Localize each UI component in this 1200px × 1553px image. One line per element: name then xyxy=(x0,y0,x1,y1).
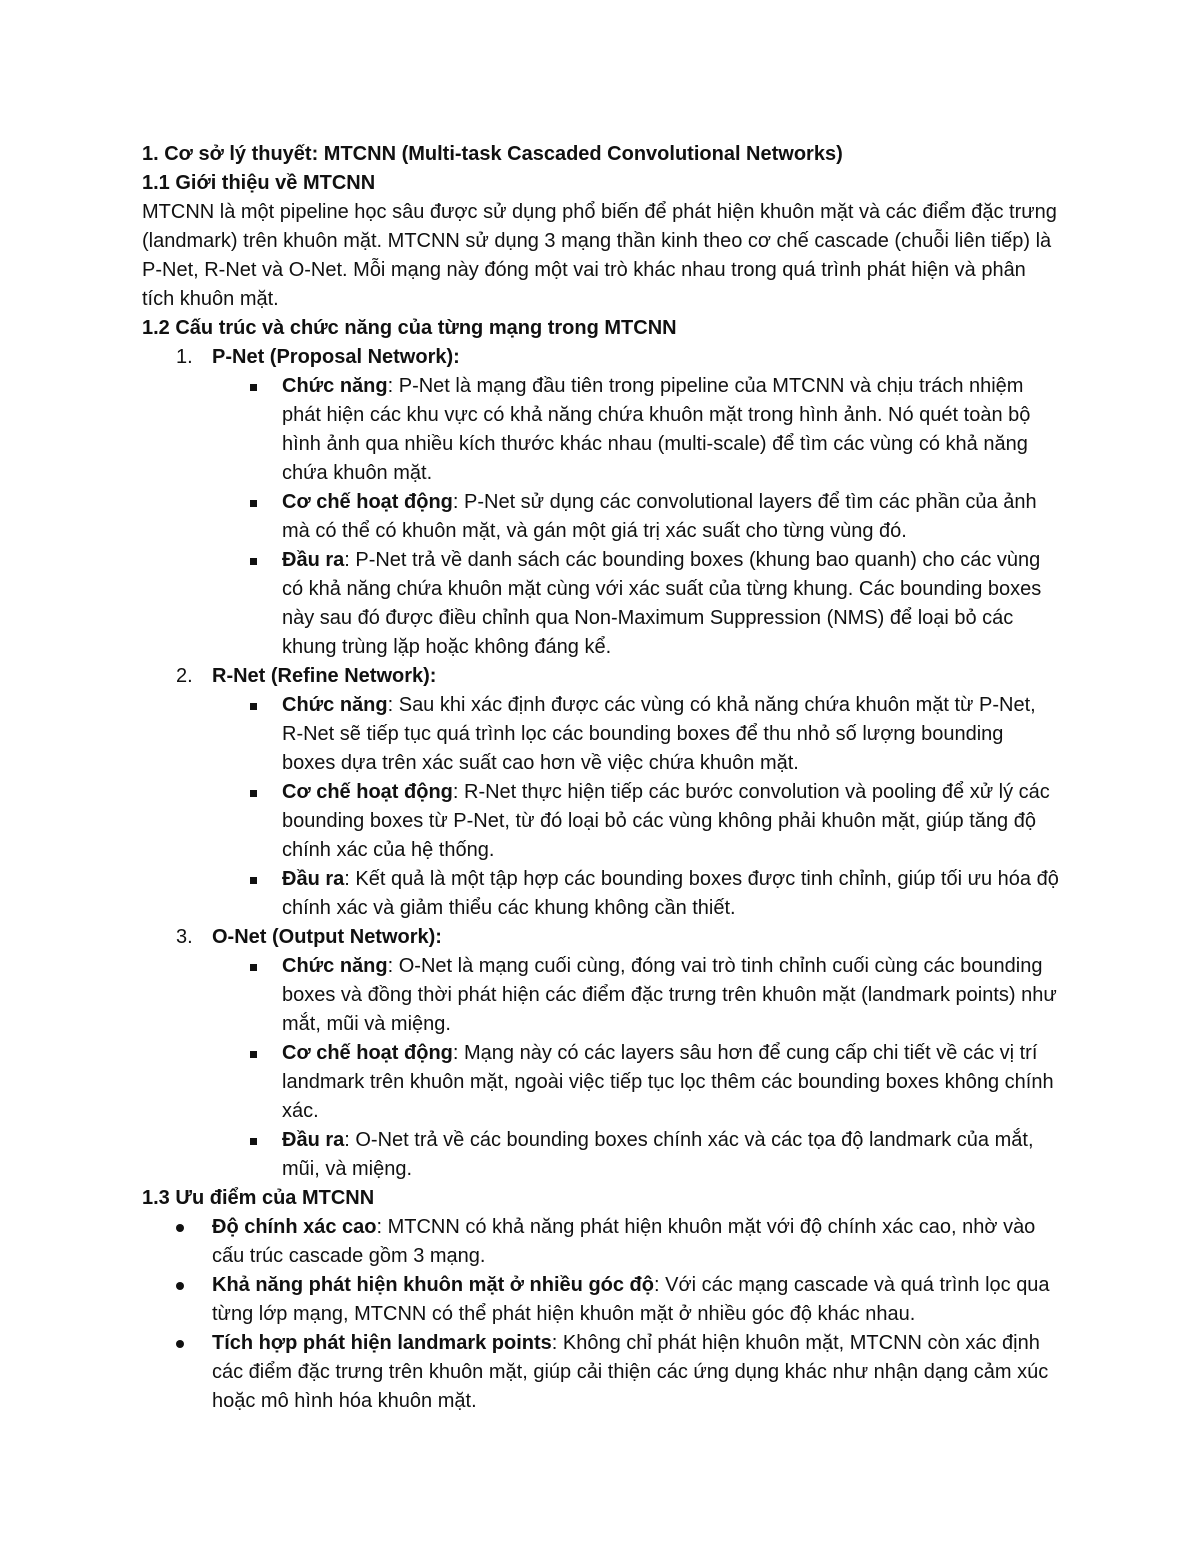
item-text: : P-Net sử dụng các convolutional layers để tìm các phần của ảnh mà có thể có khuôn mặt, và gán một giá trị xác suất cho từng vùng đó. xyxy=(282,491,1037,542)
item-label: Chức năng xyxy=(282,375,388,397)
list-item xyxy=(212,488,1062,546)
square-bullet-icon xyxy=(250,500,257,507)
list-item xyxy=(212,372,1062,488)
network-detail-list xyxy=(212,952,1062,1184)
square-bullet-icon xyxy=(250,790,257,797)
item-text: : R-Net thực hiện tiếp các bước convolution và pooling để xử lý các bounding boxes từ P-Net, từ đó loại bỏ các vùng không phải khuôn mặt, giúp tăng độ chính xác của hệ thống. xyxy=(282,781,1050,861)
advantages-list xyxy=(142,1213,1062,1416)
network-item-onet xyxy=(142,923,1062,1184)
item-label: Đầu ra xyxy=(282,868,345,890)
list-item xyxy=(212,691,1062,778)
square-bullet-icon xyxy=(250,964,257,971)
square-bullet-icon xyxy=(250,384,257,391)
network-list xyxy=(142,343,1062,1184)
document-title: 1. Cơ sở lý thuyết: MTCNN (Multi-task Cascaded Convolutional Networks) xyxy=(142,143,843,165)
list-item xyxy=(142,1271,1062,1329)
list-number: 2. xyxy=(176,665,193,687)
section-heading-1-1: 1.1 Giới thiệu về MTCNN xyxy=(142,172,376,194)
network-item-rnet xyxy=(142,662,1062,923)
square-bullet-icon xyxy=(250,1051,257,1058)
item-text: : P-Net là mạng đầu tiên trong pipeline của MTCNN và chịu trách nhiệm phát hiện các khu vực có khả năng chứa khuôn mặt trong hình ảnh. Nó quét toàn bộ hình ảnh qua nhiều kích thước khác nhau (multi-scale) để tìm các vùng có khả năng chứa khuôn mặt. xyxy=(282,375,1031,484)
item-label: Độ chính xác cao xyxy=(212,1216,377,1238)
square-bullet-icon xyxy=(250,1138,257,1145)
square-bullet-icon xyxy=(250,703,257,710)
network-title: R-Net (Refine Network): xyxy=(212,665,437,687)
network-title: O-Net (Output Network): xyxy=(212,926,442,948)
item-text: : P-Net trả về danh sách các bounding boxes (khung bao quanh) cho các vùng có khả năng chứa khuôn mặt cùng với xác suất của từng khung. Các bounding boxes này sau đó được điều chỉnh qua Non-Maximum Suppression (NMS) để loại bỏ các khung trùng lặp hoặc không đáng kể. xyxy=(282,549,1042,658)
list-item xyxy=(212,1039,1062,1126)
list-item xyxy=(212,952,1062,1039)
list-item xyxy=(212,865,1062,923)
item-text: : Không chỉ phát hiện khuôn mặt, MTCNN còn xác định các điểm đặc trưng trên khuôn mặt, giúp cải thiện các ứng dụng khác như nhận dạng cảm xúc hoặc mô hình hóa khuôn mặt. xyxy=(212,1332,1049,1412)
square-bullet-icon xyxy=(250,558,257,565)
document-page xyxy=(142,140,1062,1416)
intro-paragraph: MTCNN là một pipeline học sâu được sử dụng phổ biến để phát hiện khuôn mặt và các điểm đặc trưng (landmark) trên khuôn mặt. MTCNN sử dụng 3 mạng thần kinh theo cơ chế cascade (chuỗi liên tiếp) là P-Net, R-Net và O-Net. Mỗi mạng này đóng một vai trò khác nhau trong quá trình phát hiện và phân tích khuôn mặt. xyxy=(142,201,1057,310)
item-label: Chức năng xyxy=(282,955,388,977)
round-bullet-icon xyxy=(176,1224,184,1232)
list-item xyxy=(212,1126,1062,1184)
item-label: Cơ chế hoạt động xyxy=(282,491,453,513)
network-detail-list xyxy=(212,372,1062,662)
section-heading-1-2: 1.2 Cấu trúc và chức năng của từng mạng trong MTCNN xyxy=(142,317,677,339)
list-item xyxy=(212,778,1062,865)
list-item xyxy=(142,1213,1062,1271)
list-item xyxy=(142,1329,1062,1416)
list-item xyxy=(212,546,1062,662)
network-detail-list xyxy=(212,691,1062,923)
item-text: : MTCNN có khả năng phát hiện khuôn mặt với độ chính xác cao, nhờ vào cấu trúc cascade gồm 3 mạng. xyxy=(212,1216,1036,1267)
list-number: 3. xyxy=(176,926,193,948)
item-label: Cơ chế hoạt động xyxy=(282,781,453,803)
item-text: : Sau khi xác định được các vùng có khả năng chứa khuôn mặt từ P-Net, R-Net sẽ tiếp tục quá trình lọc các bounding boxes để thu nhỏ số lượng bounding boxes dựa trên xác suất cao hơn về việc chứa khuôn mặt. xyxy=(282,694,1036,774)
item-label: Đầu ra xyxy=(282,549,345,571)
square-bullet-icon xyxy=(250,877,257,884)
item-label: Chức năng xyxy=(282,694,388,716)
item-text: : Với các mạng cascade và quá trình lọc qua từng lớp mạng, MTCNN có thể phát hiện khuôn mặt ở nhiều góc độ khác nhau. xyxy=(212,1274,1050,1325)
round-bullet-icon xyxy=(176,1340,184,1348)
section-heading-1-3: 1.3 Ưu điểm của MTCNN xyxy=(142,1187,375,1209)
item-text: : O-Net trả về các bounding boxes chính xác và các tọa độ landmark của mắt, mũi, và miệng. xyxy=(282,1129,1034,1180)
item-label: Tích hợp phát hiện landmark points xyxy=(212,1332,552,1354)
item-label: Khả năng phát hiện khuôn mặt ở nhiều góc độ xyxy=(212,1274,654,1296)
network-item-pnet xyxy=(142,343,1062,662)
item-text: : Mạng này có các layers sâu hơn để cung cấp chi tiết về các vị trí landmark trên khuôn mặt, ngoài việc tiếp tục lọc thêm các bounding boxes không chính xác. xyxy=(282,1042,1054,1122)
network-title: P-Net (Proposal Network): xyxy=(212,346,460,368)
round-bullet-icon xyxy=(176,1282,184,1290)
item-text: : Kết quả là một tập hợp các bounding boxes được tinh chỉnh, giúp tối ưu hóa độ chính xác và giảm thiểu các khung không cần thiết. xyxy=(282,868,1059,919)
item-label: Cơ chế hoạt động xyxy=(282,1042,453,1064)
item-label: Đầu ra xyxy=(282,1129,345,1151)
list-number: 1. xyxy=(176,346,193,368)
item-text: : O-Net là mạng cuối cùng, đóng vai trò tinh chỉnh cuối cùng các bounding boxes và đồng thời phát hiện các điểm đặc trưng trên khuôn mặt (landmark points) như mắt, mũi và miệng. xyxy=(282,955,1057,1035)
